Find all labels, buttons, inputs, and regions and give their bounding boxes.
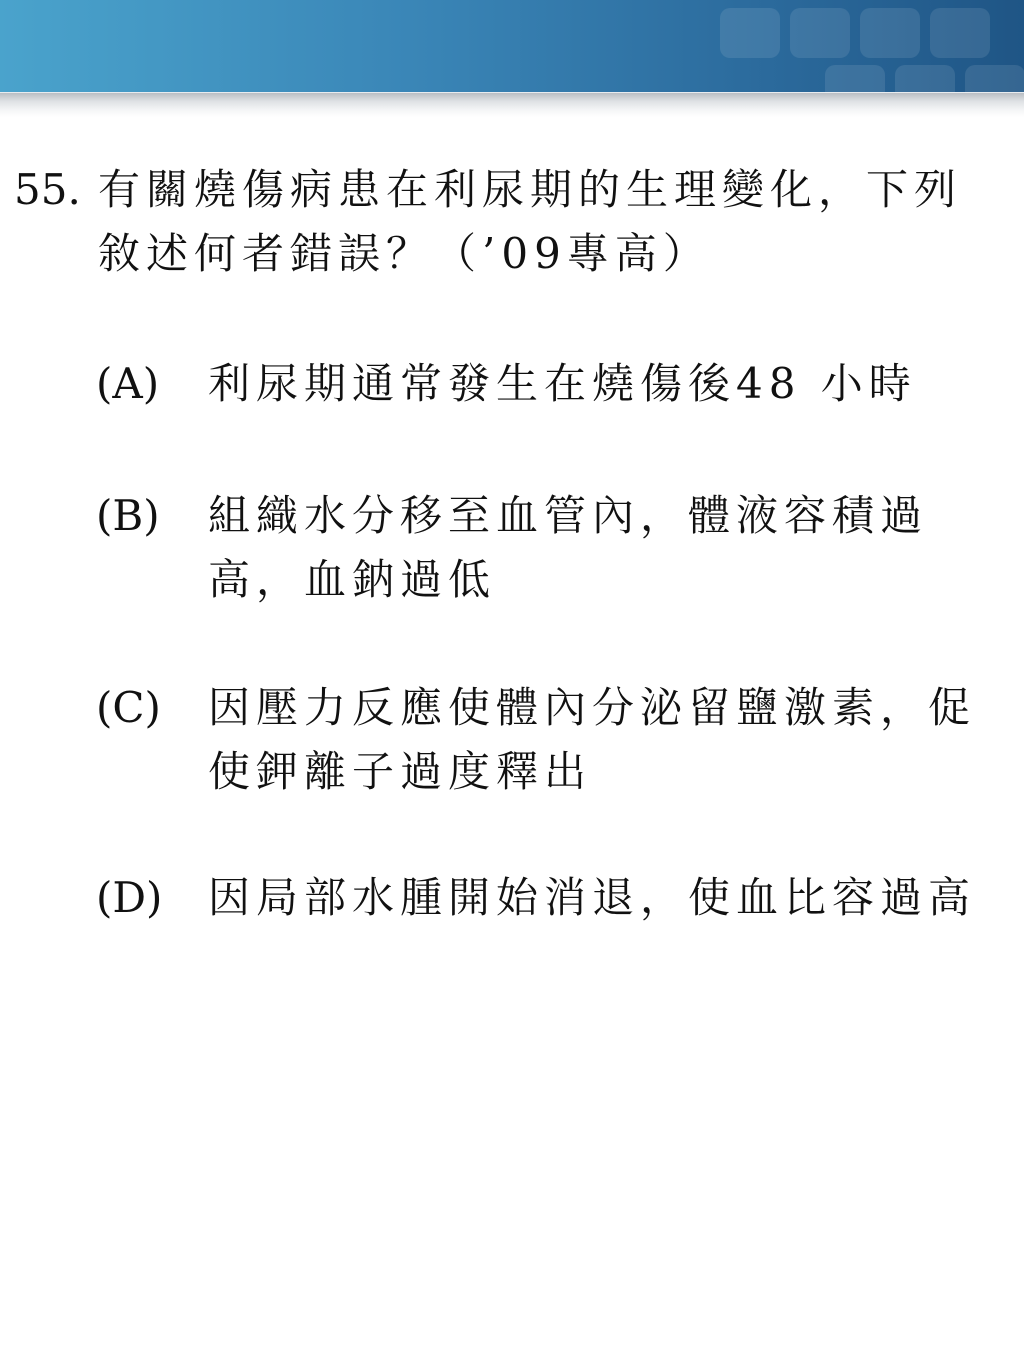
option-c-text: 因壓力反應使體內分泌留鹽激素，促使鉀離子過度釋出 [208,683,977,796]
banner-decoration [965,65,1024,93]
banner-decoration [720,8,780,58]
option-d[interactable] [96,866,1006,930]
banner-decoration [790,8,850,58]
option-b-label: (B) [96,491,160,540]
option-d-text: 因局部水腫開始消退，使血比容過高 [208,873,977,922]
option-a-text: 利尿期通常發生在燒傷後48 小時 [208,359,917,408]
banner-decoration [930,8,990,58]
option-a-label: (A) [96,359,160,408]
banner-shadow [0,93,1024,117]
option-c[interactable] [96,676,1006,804]
question-block [14,158,1004,286]
option-b-text: 組織水分移至血管內，體液容積過高，血鈉過低 [208,491,929,604]
banner-decoration [895,65,955,93]
option-c-label: (C) [96,683,161,732]
question-number: 55. [14,165,81,214]
question-text: 有關燒傷病患在利尿期的生理變化，下列敘述何者錯誤？（’09專高） [98,165,963,278]
header-banner [0,0,1024,93]
option-d-label: (D) [96,873,163,922]
option-b[interactable] [96,484,1006,612]
banner-decoration [825,65,885,93]
option-a[interactable] [96,352,1006,416]
banner-decoration [860,8,920,58]
